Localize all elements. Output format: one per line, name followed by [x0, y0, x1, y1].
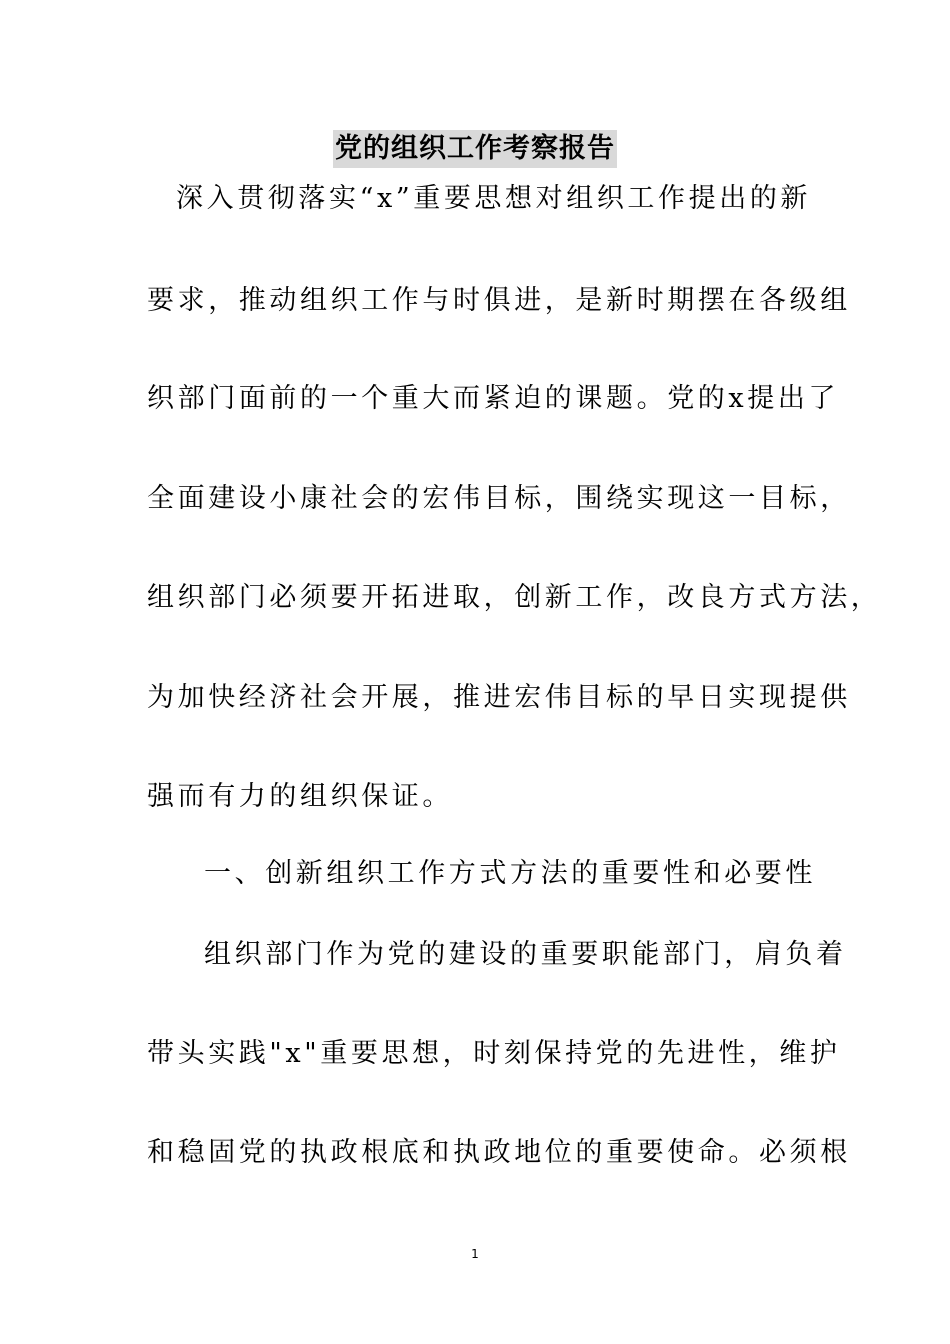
paragraph-1-line-1: 深入贯彻落实“x”重要思想对组织工作提出的新: [176, 183, 812, 214]
paragraph-2-line-1: 组织部门作为党的建设的重要职能部门，肩负着: [204, 939, 847, 970]
paragraph-2-line-3: 和稳固党的执政根底和执政地位的重要使命。必须根: [147, 1137, 851, 1168]
paragraph-1-line-3: 织部门面前的一个重大而紧迫的课题。党的x提出了: [147, 383, 840, 414]
paragraph-1-line-2: 要求，推动组织工作与时俱进，是新时期摆在各级组: [147, 285, 851, 316]
title-container: [0, 130, 950, 168]
page-number: 1: [471, 1247, 479, 1261]
paragraph-1-line-7: 强而有力的组织保证。: [147, 781, 453, 812]
section-heading-1: 一、创新组织工作方式方法的重要性和必要性: [204, 858, 816, 889]
document-title: 党的组织工作考察报告: [333, 130, 617, 168]
paragraph-1-line-5: 组织部门必须要开拓进取，创新工作，改良方式方法，: [147, 582, 882, 613]
paragraph-1-line-4: 全面建设小康社会的宏伟目标，围绕实现这一目标，: [147, 483, 851, 514]
paragraph-1-line-6: 为加快经济社会开展，推进宏伟目标的早日实现提供: [147, 682, 851, 713]
paragraph-2-line-2: 带头实践"x"重要思想，时刻保持党的先进性，维护: [147, 1038, 841, 1069]
